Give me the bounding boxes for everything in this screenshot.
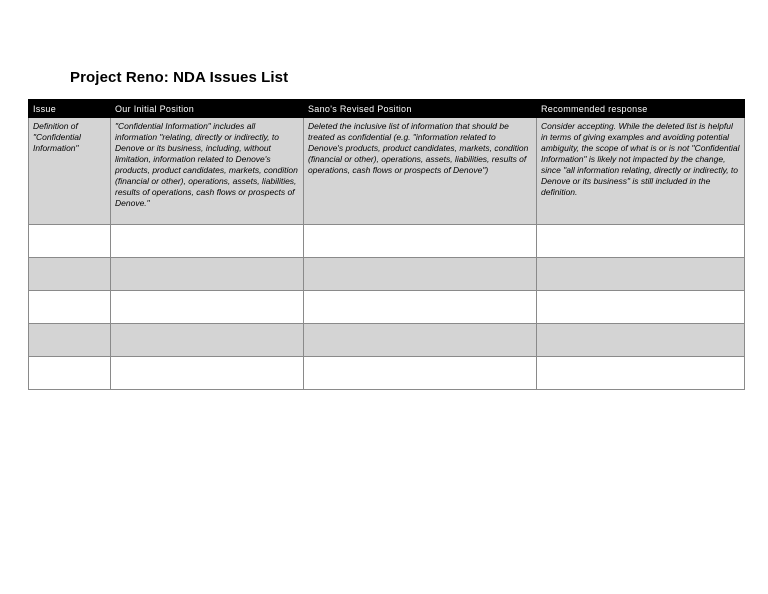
header-recommended-response: Recommended response (537, 100, 745, 118)
header-revised-position: Sano's Revised Position (304, 100, 537, 118)
table-row (29, 357, 745, 390)
cell-revised-position: Deleted the inclusive list of information that should be treated as confidential (e.g. "information related to Denove's products, product candidates, markets, condition (financial or other), operations, assets, liabilities, results of operations, cash flows or prospects of Denove") (304, 118, 537, 225)
table-row (29, 258, 745, 291)
cell-issue: Definition of "Confidential Information" (29, 118, 111, 225)
table-row (29, 118, 745, 225)
cell-revised-position (304, 258, 537, 291)
cell-recommended-response (537, 225, 745, 258)
cell-issue (29, 225, 111, 258)
issues-table (28, 99, 745, 390)
cell-revised-position (304, 225, 537, 258)
cell-initial-position: "Confidential Information" includes all information "relating, directly or indirectly, to Denove or its business, including, without limitation, information related to Denove's products, product candidates, markets, condition (financial or other), operations, assets, liabilities, results of operations, cash flows or prospects of Denove." (111, 118, 304, 225)
cell-revised-position (304, 324, 537, 357)
cell-issue (29, 324, 111, 357)
header-issue: Issue (29, 100, 111, 118)
cell-issue (29, 291, 111, 324)
table-header-row (29, 100, 745, 118)
cell-revised-position (304, 357, 537, 390)
cell-recommended-response (537, 324, 745, 357)
table-row (29, 225, 745, 258)
table-row (29, 324, 745, 357)
table-row (29, 291, 745, 324)
document-title: Project Reno: NDA Issues List (70, 69, 289, 86)
header-initial-position: Our Initial Position (111, 100, 304, 118)
cell-initial-position (111, 324, 304, 357)
cell-revised-position (304, 291, 537, 324)
cell-recommended-response (537, 357, 745, 390)
cell-initial-position (111, 291, 304, 324)
cell-issue (29, 258, 111, 291)
cell-issue (29, 357, 111, 390)
cell-initial-position (111, 357, 304, 390)
cell-initial-position (111, 258, 304, 291)
cell-recommended-response (537, 291, 745, 324)
cell-recommended-response: Consider accepting. While the deleted list is helpful in terms of giving examples and avoiding potential ambiguity, the scope of what is or is not "Confidential Information" is likely not impacted by the change, since "all information relating, directly or indirectly, to Denove or its business" is still included in the definition. (537, 118, 745, 225)
cell-recommended-response (537, 258, 745, 291)
cell-initial-position (111, 225, 304, 258)
